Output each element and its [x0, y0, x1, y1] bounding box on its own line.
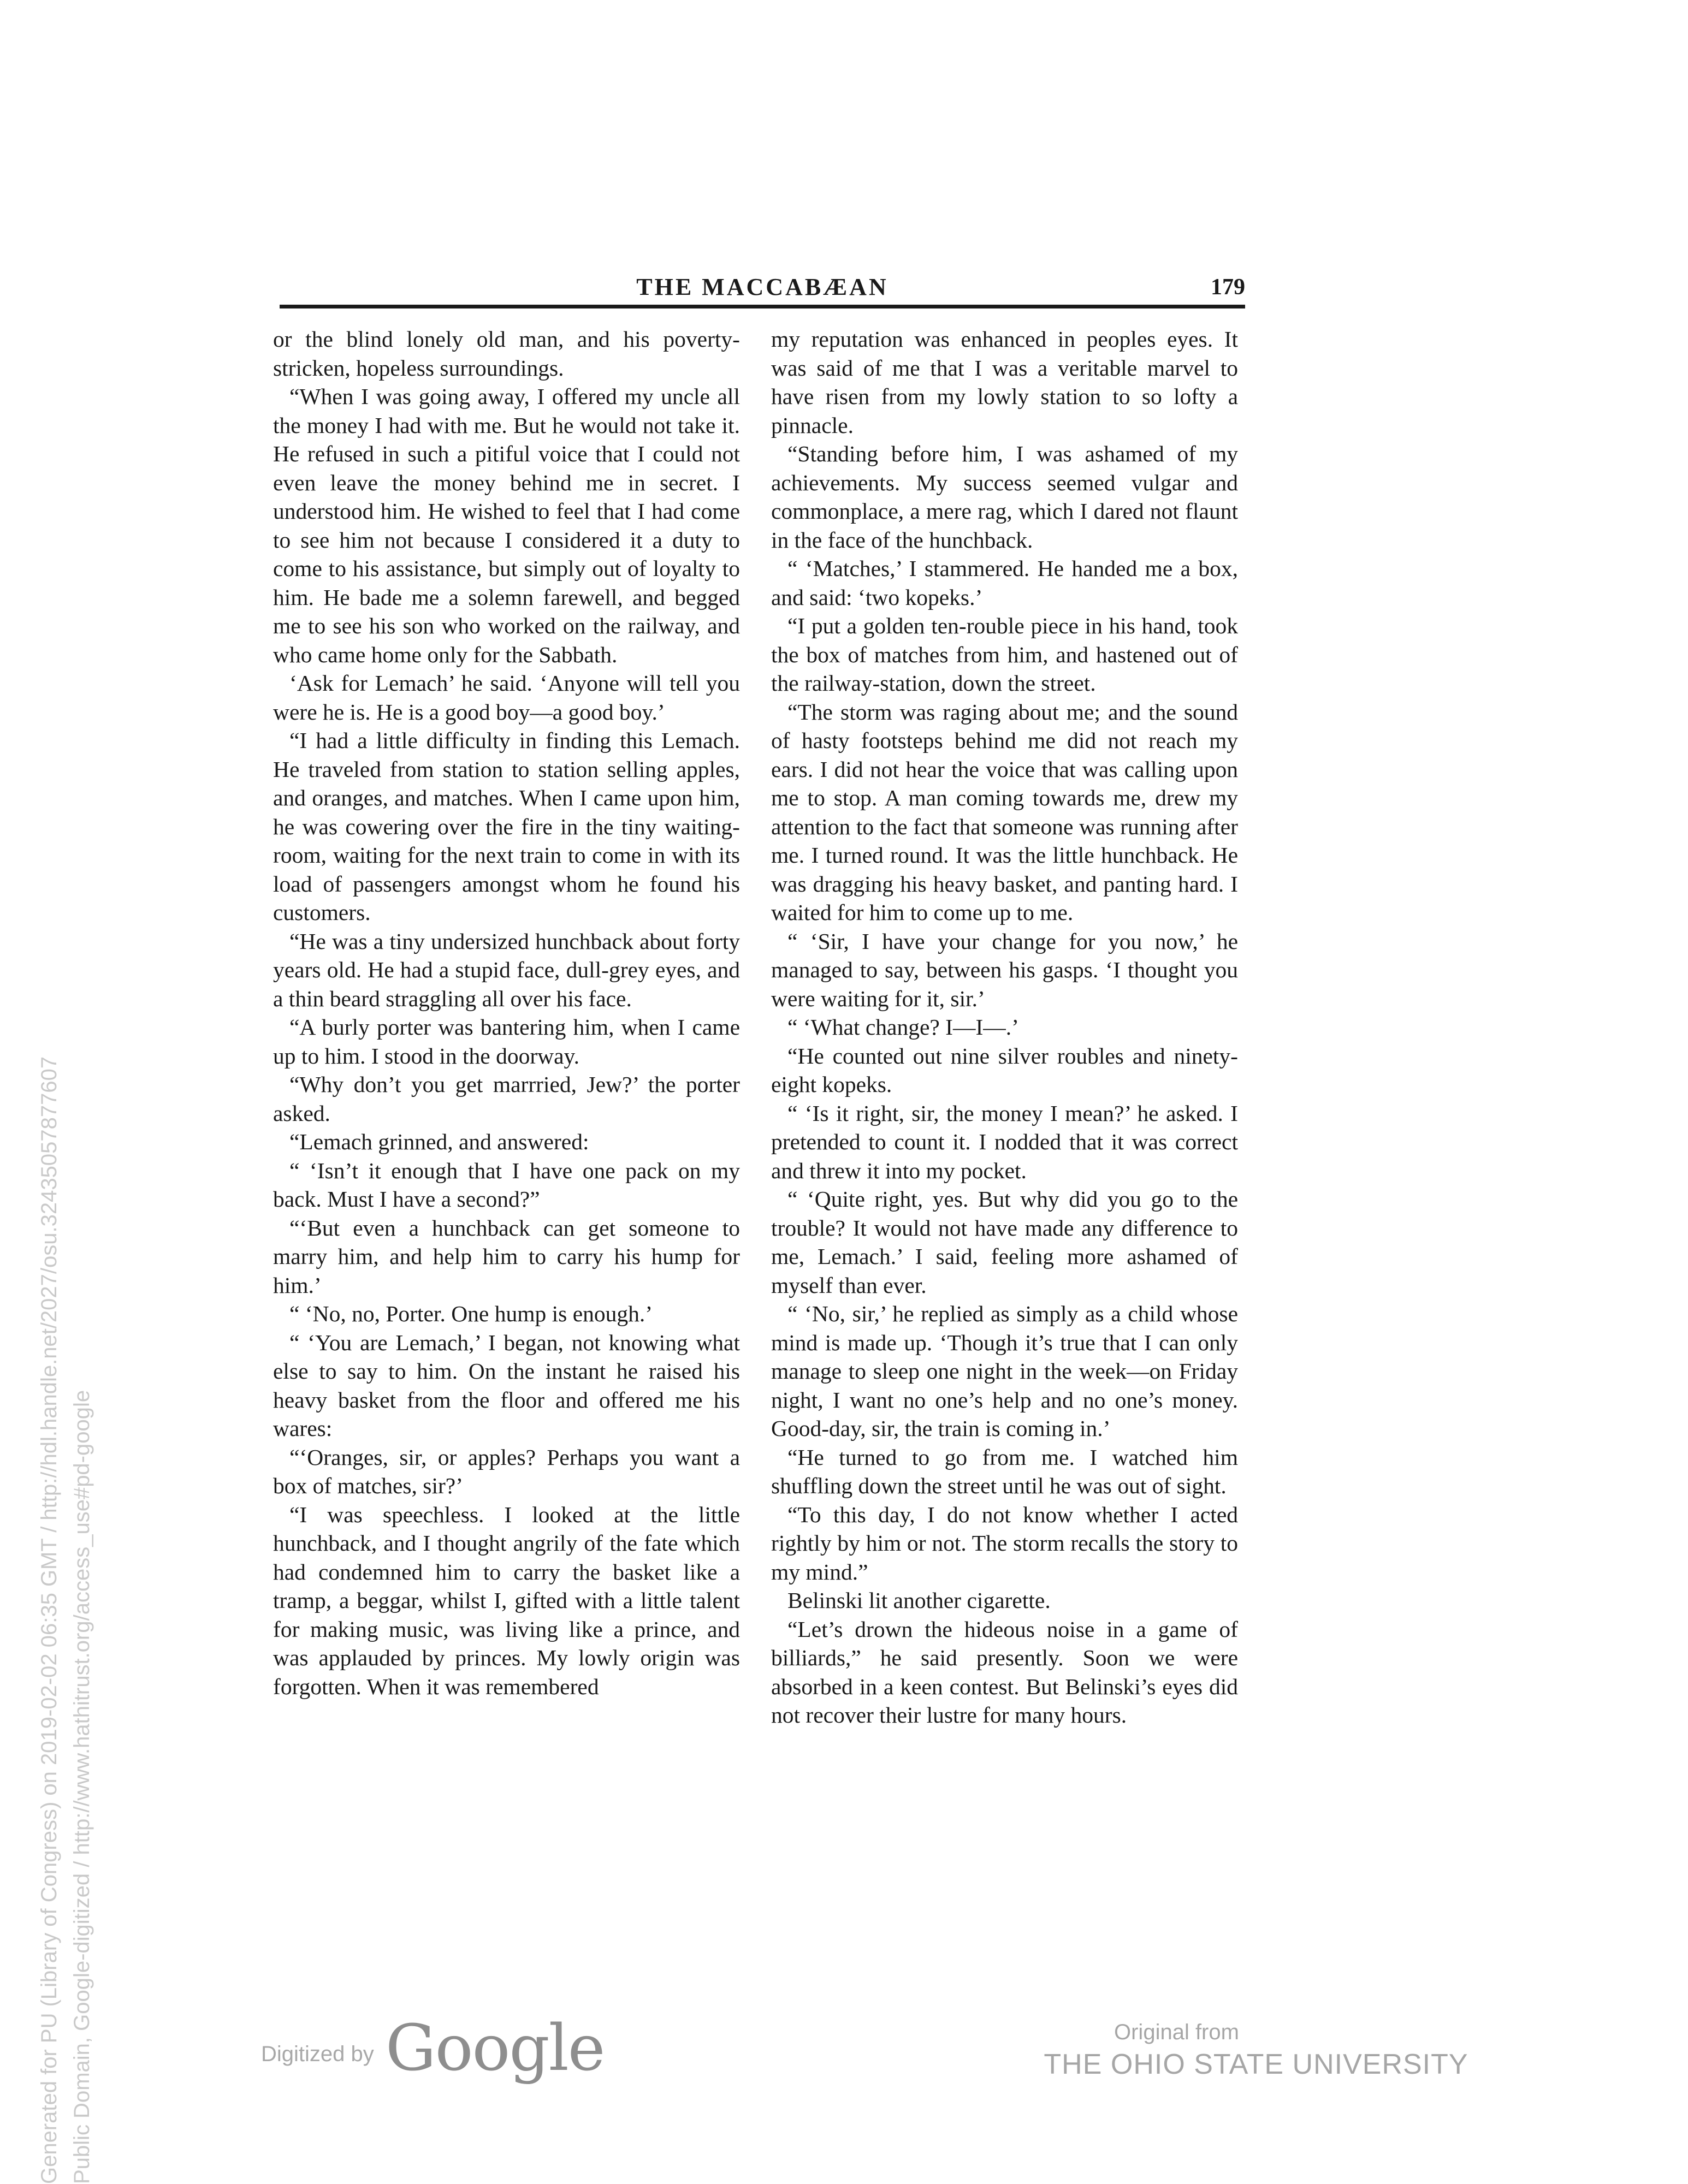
paragraph: “Standing before him, I was ashamed of my achievements. My success seemed vulgar and commonplace, a mere rag, which I dared not flaunt in the face of the hunchback. [771, 441, 1238, 553]
hathitrust-side-stamp [33, 797, 98, 2184]
original-from-label: Original from [1114, 2020, 1239, 2044]
paragraph: “He turned to go from me. I watched him shuffling down the street until he was out of sight. [771, 1444, 1238, 1498]
paragraph: “ ‘No, sir,’ he replied as simply as a child whose mind is made up. ‘Though it’s true that I can only manage to sleep one night in the week—on Friday night, I want no one’s help and no one’s money. Good-day, sir, the train is coming in.’ [771, 1301, 1238, 1441]
paragraph: “ ‘Sir, I have your change for you now,’ he managed to say, between his gasps. ‘I thought you were waiting for it, sir.’ [771, 928, 1238, 1011]
paragraph: “I put a golden ten-rouble piece in his hand, took the box of matches from him, and hastened out of the railway-station, down the street. [771, 613, 1238, 696]
paragraph: “To this day, I do not know whether I acted rightly by him or not. The storm recalls the story to my mind.” [771, 1502, 1238, 1584]
university-name: THE OHIO STATE UNIVERSITY [1044, 2049, 1468, 2080]
digitized-by-label: Digitized by [261, 2042, 374, 2066]
paragraph: “He was a tiny undersized hunchback about forty years old. He had a stupid face, dull-grey eyes, and a thin beard straggling all over his face. [273, 928, 740, 1011]
side-stamp-line-1: Generated for PU (Library of Congress) on 2019-02-02 06:35 GMT / http://hdl.handle.net/2027/osu.32435057877607 [37, 1056, 61, 2184]
paragraph: “When I was going away, I offered my uncle all the money I had with me. But he would not take it. He refused in such a pitiful voice that I could not even leave the money behind me in secret. I understood him. He wished to feel that I had come to see him not because I considered it a duty to come to his assistance, but simply out of loyalty to him. He bade me a solemn farewell, and begged me to see his son who worked on the railway, and who came home only for the Sabbath. [273, 384, 740, 667]
paragraph: “ ‘You are Lemach,’ I began, not knowing what else to say to him. On the instant he raised his heavy basket from the floor and offered me his wares: [273, 1330, 740, 1441]
left-column [273, 325, 740, 1974]
paragraph: “I had a little difficulty in finding this Lemach. He traveled from station to station selling apples, and oranges, and matches. When I came upon him, he was cowering over the fire in the tiny waiting-room, waiting for the next train to come in with its load of passengers amongst whom he found his customers. [273, 728, 740, 925]
paragraph: “A burly porter was bantering him, when I came up to him. I stood in the doorway. [273, 1014, 740, 1069]
header-rule [280, 305, 1245, 308]
paragraph: “Let’s drown the hideous noise in a game of billiards,” he said presently. Soon we were absorbed in a keen contest. But Belinski’s eyes did not recover their lustre for many hours. [771, 1616, 1238, 1728]
google-logo: Google [386, 2011, 605, 2085]
journal-title: THE MACCABÆAN [636, 274, 889, 300]
paragraph: “I was speechless. I looked at the little hunchback, and I thought angrily of the fate which had condemned him to carry the basket like a tramp, a beggar, whilst I, gifted with a little talent for making music, was living like a prince, and was applauded by princes. My lowly origin was forgotten. When it was remembered [273, 1502, 740, 1699]
paragraph: ‘Ask for Lemach’ he said. ‘Anyone will tell you were he is. He is a good boy—a good boy.’ [273, 670, 740, 725]
paragraph: “Why don’t you get marrried, Jew?’ the porter asked. [273, 1072, 740, 1126]
digitized-by-google-mark [261, 2011, 605, 2085]
paragraph: “ ‘Is it right, sir, the money I mean?’ he asked. I pretended to count it. I nodded that it was correct and threw it into my pocket. [771, 1100, 1238, 1183]
paragraph: “Lemach grinned, and answered: [289, 1129, 589, 1154]
page-number: 179 [1211, 275, 1245, 300]
right-column [771, 325, 1238, 1974]
original-from-mark [1038, 2020, 1474, 2081]
paragraph: my reputation was enhanced in peoples eyes. It was said of me that I was a veritable marvel to have risen from my lowly station to so lofty a pinnacle. [771, 327, 1238, 438]
paragraph: “‘Oranges, sir, or apples? Perhaps you want a box of matches, sir?’ [273, 1444, 740, 1498]
paragraph: “ ‘Quite right, yes. But why did you go to the trouble? It would not have made any difference to me, Lemach.’ I said, feeling more ashamed of myself than ever. [771, 1186, 1238, 1298]
paragraph: or the blind lonely old man, and his poverty-stricken, hopeless surroundings. [273, 327, 740, 381]
paragraph: “ ‘What change? I—I—.’ [787, 1014, 1019, 1040]
paragraph: “ ‘No, no, Porter. One hump is enough.’ [289, 1301, 653, 1326]
paragraph: “ ‘Isn’t it enough that I have one pack on my back. Must I have a second?” [273, 1158, 740, 1212]
paragraph: “‘But even a hunchback can get someone to marry him, and help him to carry his hump for him.’ [273, 1215, 740, 1298]
paragraph: “The storm was raging about me; and the sound of hasty footsteps behind me did not reach my ears. I did not hear the voice that was calling upon me to stop. A man coming towards me, drew my attention to the fact that someone was running after me. I turned round. It was the little hunchback. He was dragging his heavy basket, and panting hard. I waited for him to come up to me. [771, 699, 1238, 925]
paragraph: “ ‘Matches,’ I stammered. He handed me a box, and said: ‘two kopeks.’ [771, 556, 1238, 610]
paragraph: Belinski lit another cigarette. [787, 1588, 1051, 1613]
side-stamp-line-2: Public Domain, Google-digitized / http://www.hathitrust.org/access_use#pd-google [70, 1390, 94, 2184]
running-header [280, 272, 1245, 305]
paragraph: “He counted out nine silver roubles and ninety-eight kopeks. [771, 1043, 1238, 1097]
